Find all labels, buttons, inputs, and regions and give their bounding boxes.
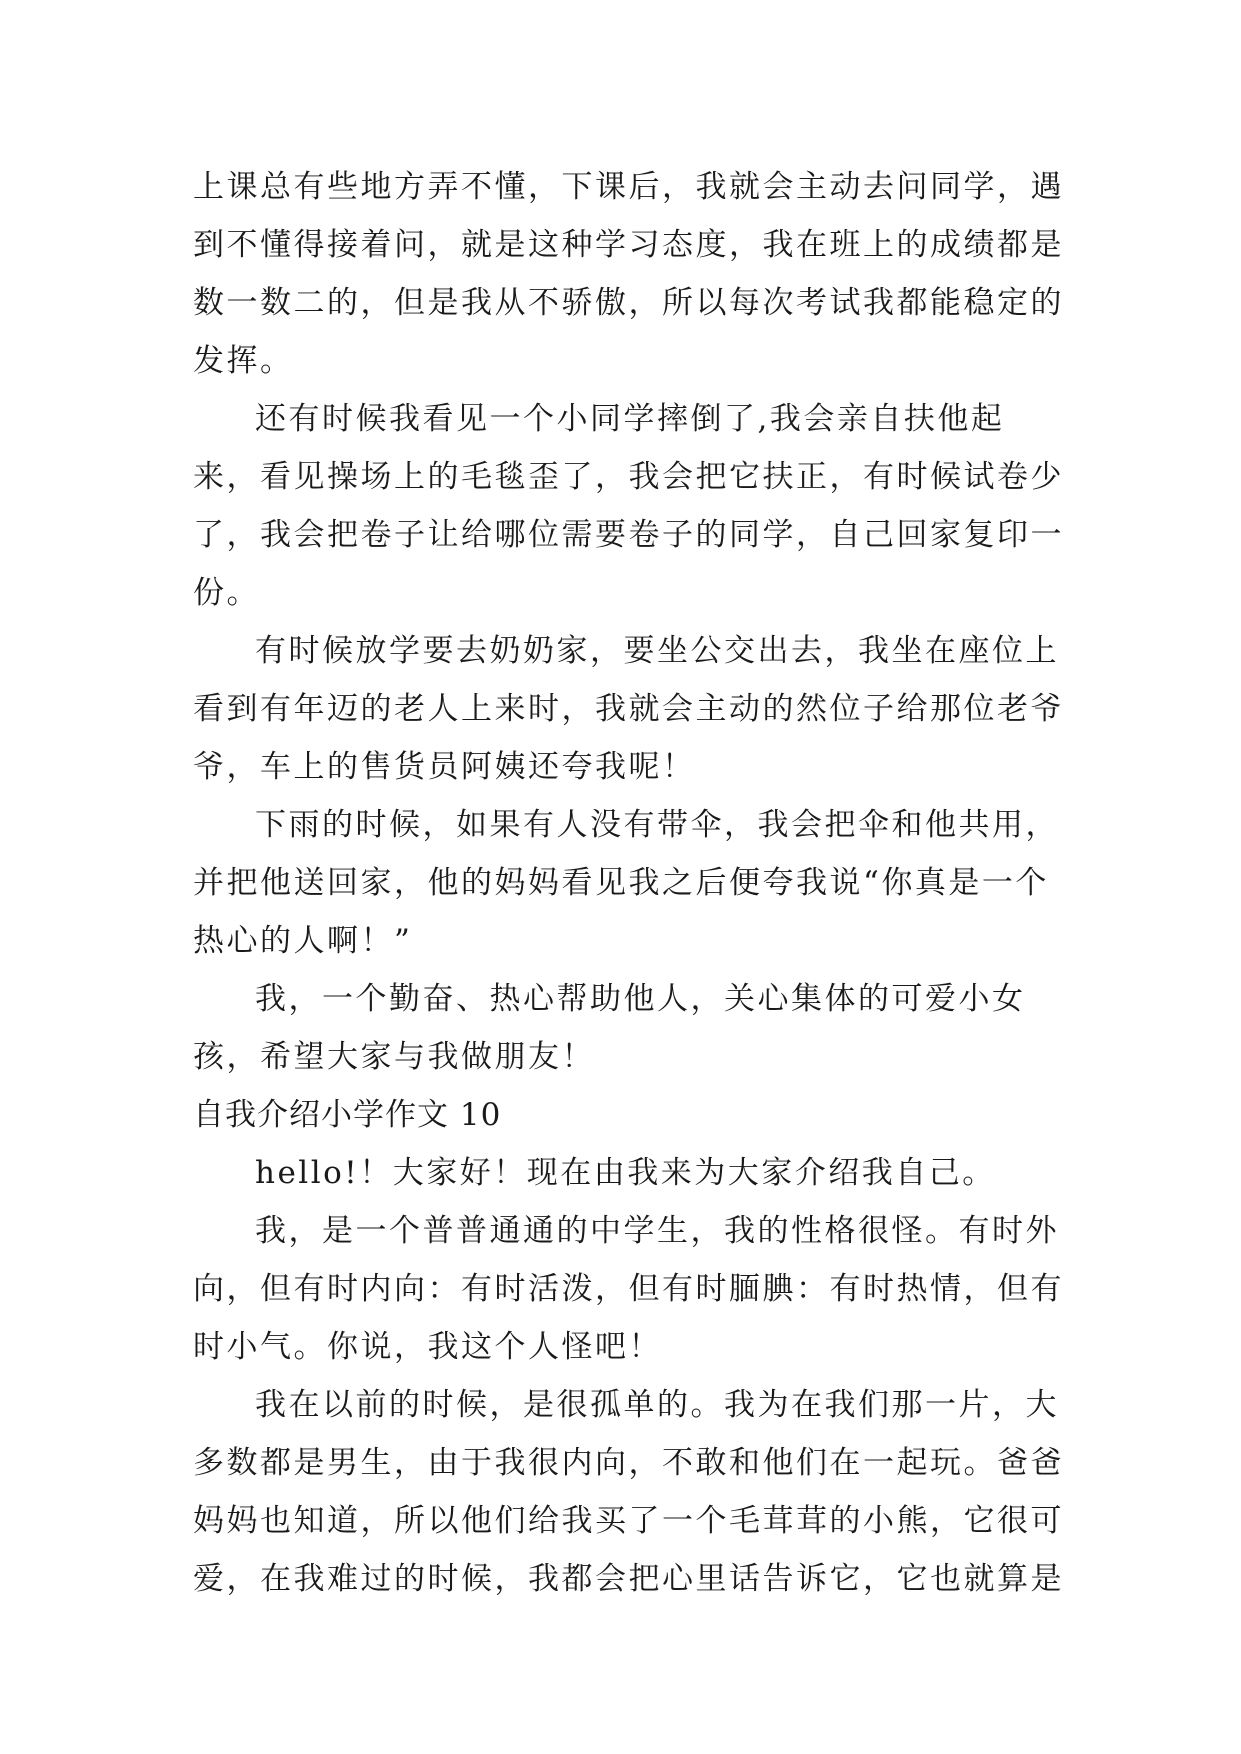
section-title: 自我介绍小学作文 10 [193,1097,502,1133]
paragraph-umbrella: 下雨的时候，如果有人没有带伞，我会把伞和他共用，并把他送回家，他的妈妈看见我之后便夸我说“你真是一个热心的人啊！” [193,807,1059,959]
paragraph-bus-seat: 有时候放学要去奶奶家，要坐公交出去，我坐在座位上看到有年迈的老人上来时，我就会主动的然位子给那位老爷爷，车上的售货员阿姨还夸我呢！ [193,633,1064,785]
paragraph-childhood: 我在以前的时候，是很孤单的。我为在我们那一片，大多数都是男生，由于我很内向，不敢和他们在一起玩。爸爸妈妈也知道，所以他们给我买了一个毛茸茸的小熊，它很可爱，在我难过的时候，我都会把心里话告诉它，它也就算是 [193,1387,1064,1597]
paragraph-study-attitude: 上课总有些地方弄不懂，下课后，我就会主动去问同学，遇到不懂得接着问，就是这种学习态度，我在班上的成绩都是数一数二的，但是我从不骄傲，所以每次考试我都能稳定的发挥。 [193,169,1064,379]
document-body [193,158,1068,1608]
paragraph-helping-classmates: 还有时候我看见一个小同学摔倒了,我会亲自扶他起来，看见操场上的毛毯歪了，我会把它扶正，有时候试卷少了，我会把卷子让给哪位需要卷子的同学，自己回家复印一份。 [193,401,1064,611]
paragraph-personality: 我，是一个普普通通的中学生，我的性格很怪。有时外向，但有时内向：有时活泼，但有时腼腆：有时热情，但有时小气。你说，我这个人怪吧！ [193,1213,1064,1365]
paragraph-greeting: hello!！大家好！现在由我来为大家介绍我自己。 [255,1155,996,1191]
paragraph-conclusion: 我，一个勤奋、热心帮助他人，关心集体的可爱小女孩，希望大家与我做朋友！ [193,981,1026,1075]
